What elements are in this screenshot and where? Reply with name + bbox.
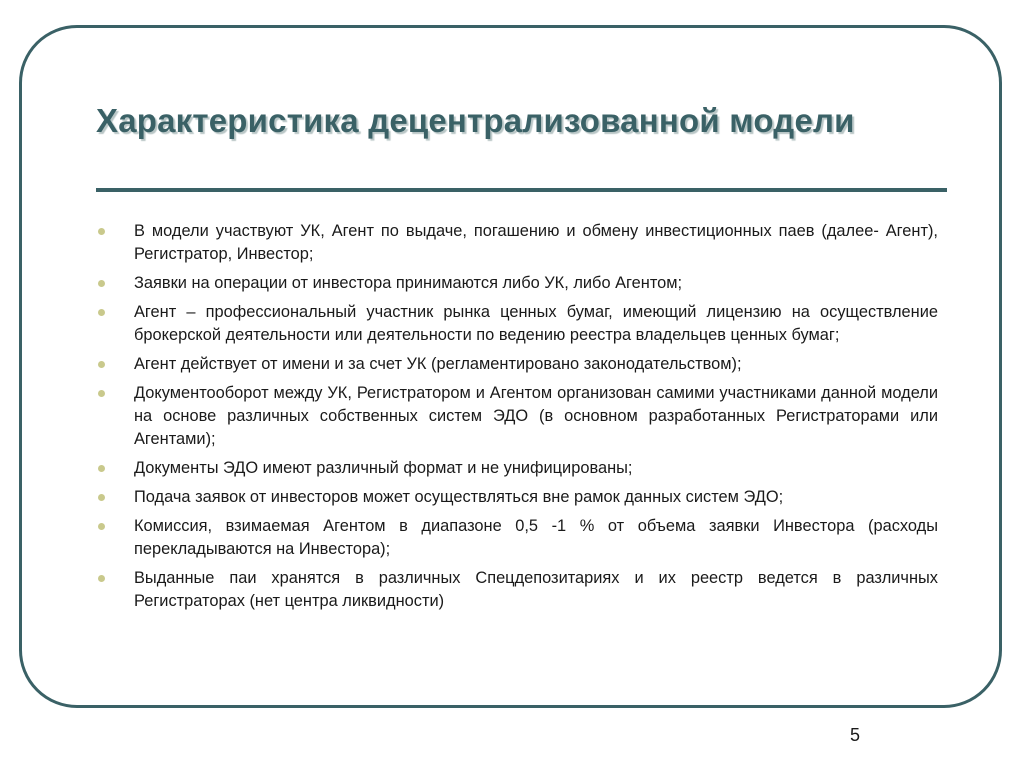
page-number: 5 — [850, 725, 861, 745]
bullet-icon — [98, 494, 105, 501]
list-item — [96, 486, 938, 509]
list-item — [96, 515, 938, 561]
title-divider — [96, 188, 947, 192]
list-item — [96, 457, 938, 480]
list-item — [96, 382, 938, 451]
bullet-text: Выданные паи хранятся в различных Спецдепозитариях и их реестр ведется в различных Регистраторах (нет центра ликвидности) — [134, 569, 938, 610]
list-item — [96, 220, 938, 266]
bullet-text: Документооборот между УК, Регистратором и Агентом организован самими участниками данной модели на основе различных собственных систем ЭДО (в основном разработанных Регистраторами или Агентами); — [134, 384, 938, 448]
bullet-icon — [98, 280, 105, 287]
bullet-list — [96, 220, 938, 619]
bullet-icon — [98, 361, 105, 368]
bullet-text: Агент – профессиональный участник рынка ценных бумаг, имеющий лицензию на осуществление брокерской деятельности или деятельности по ведению реестра владельцев ценных бумаг; — [134, 303, 938, 344]
bullet-icon — [98, 465, 105, 472]
bullet-text: Заявки на операции от инвестора принимаются либо УК, либо Агентом; — [134, 274, 683, 292]
bullet-text: Документы ЭДО имеют различный формат и не унифицированы; — [134, 459, 633, 477]
list-item — [96, 567, 938, 613]
bullet-icon — [98, 390, 105, 397]
slide-title: Характеристика децентрализованной модели — [96, 102, 855, 139]
bullet-text: Подача заявок от инвесторов может осуществляться вне рамок данных систем ЭДО; — [134, 488, 784, 506]
list-item — [96, 301, 938, 347]
list-item — [96, 272, 938, 295]
bullet-icon — [98, 523, 105, 530]
bullet-text: Агент действует от имени и за счет УК (регламентировано законодательством); — [134, 355, 742, 373]
bullet-icon — [98, 309, 105, 316]
list-item — [96, 353, 938, 376]
bullet-icon — [98, 228, 105, 235]
bullet-icon — [98, 575, 105, 582]
bullet-text: В модели участвуют УК, Агент по выдаче, погашению и обмену инвестиционных паев (далее- Агент), Регистратор, Инвестор; — [134, 222, 938, 263]
bullet-text: Комиссия, взимаемая Агентом в диапазоне 0,5 -1 % от объема заявки Инвестора (расходы перекладываются на Инвестора); — [134, 517, 938, 558]
